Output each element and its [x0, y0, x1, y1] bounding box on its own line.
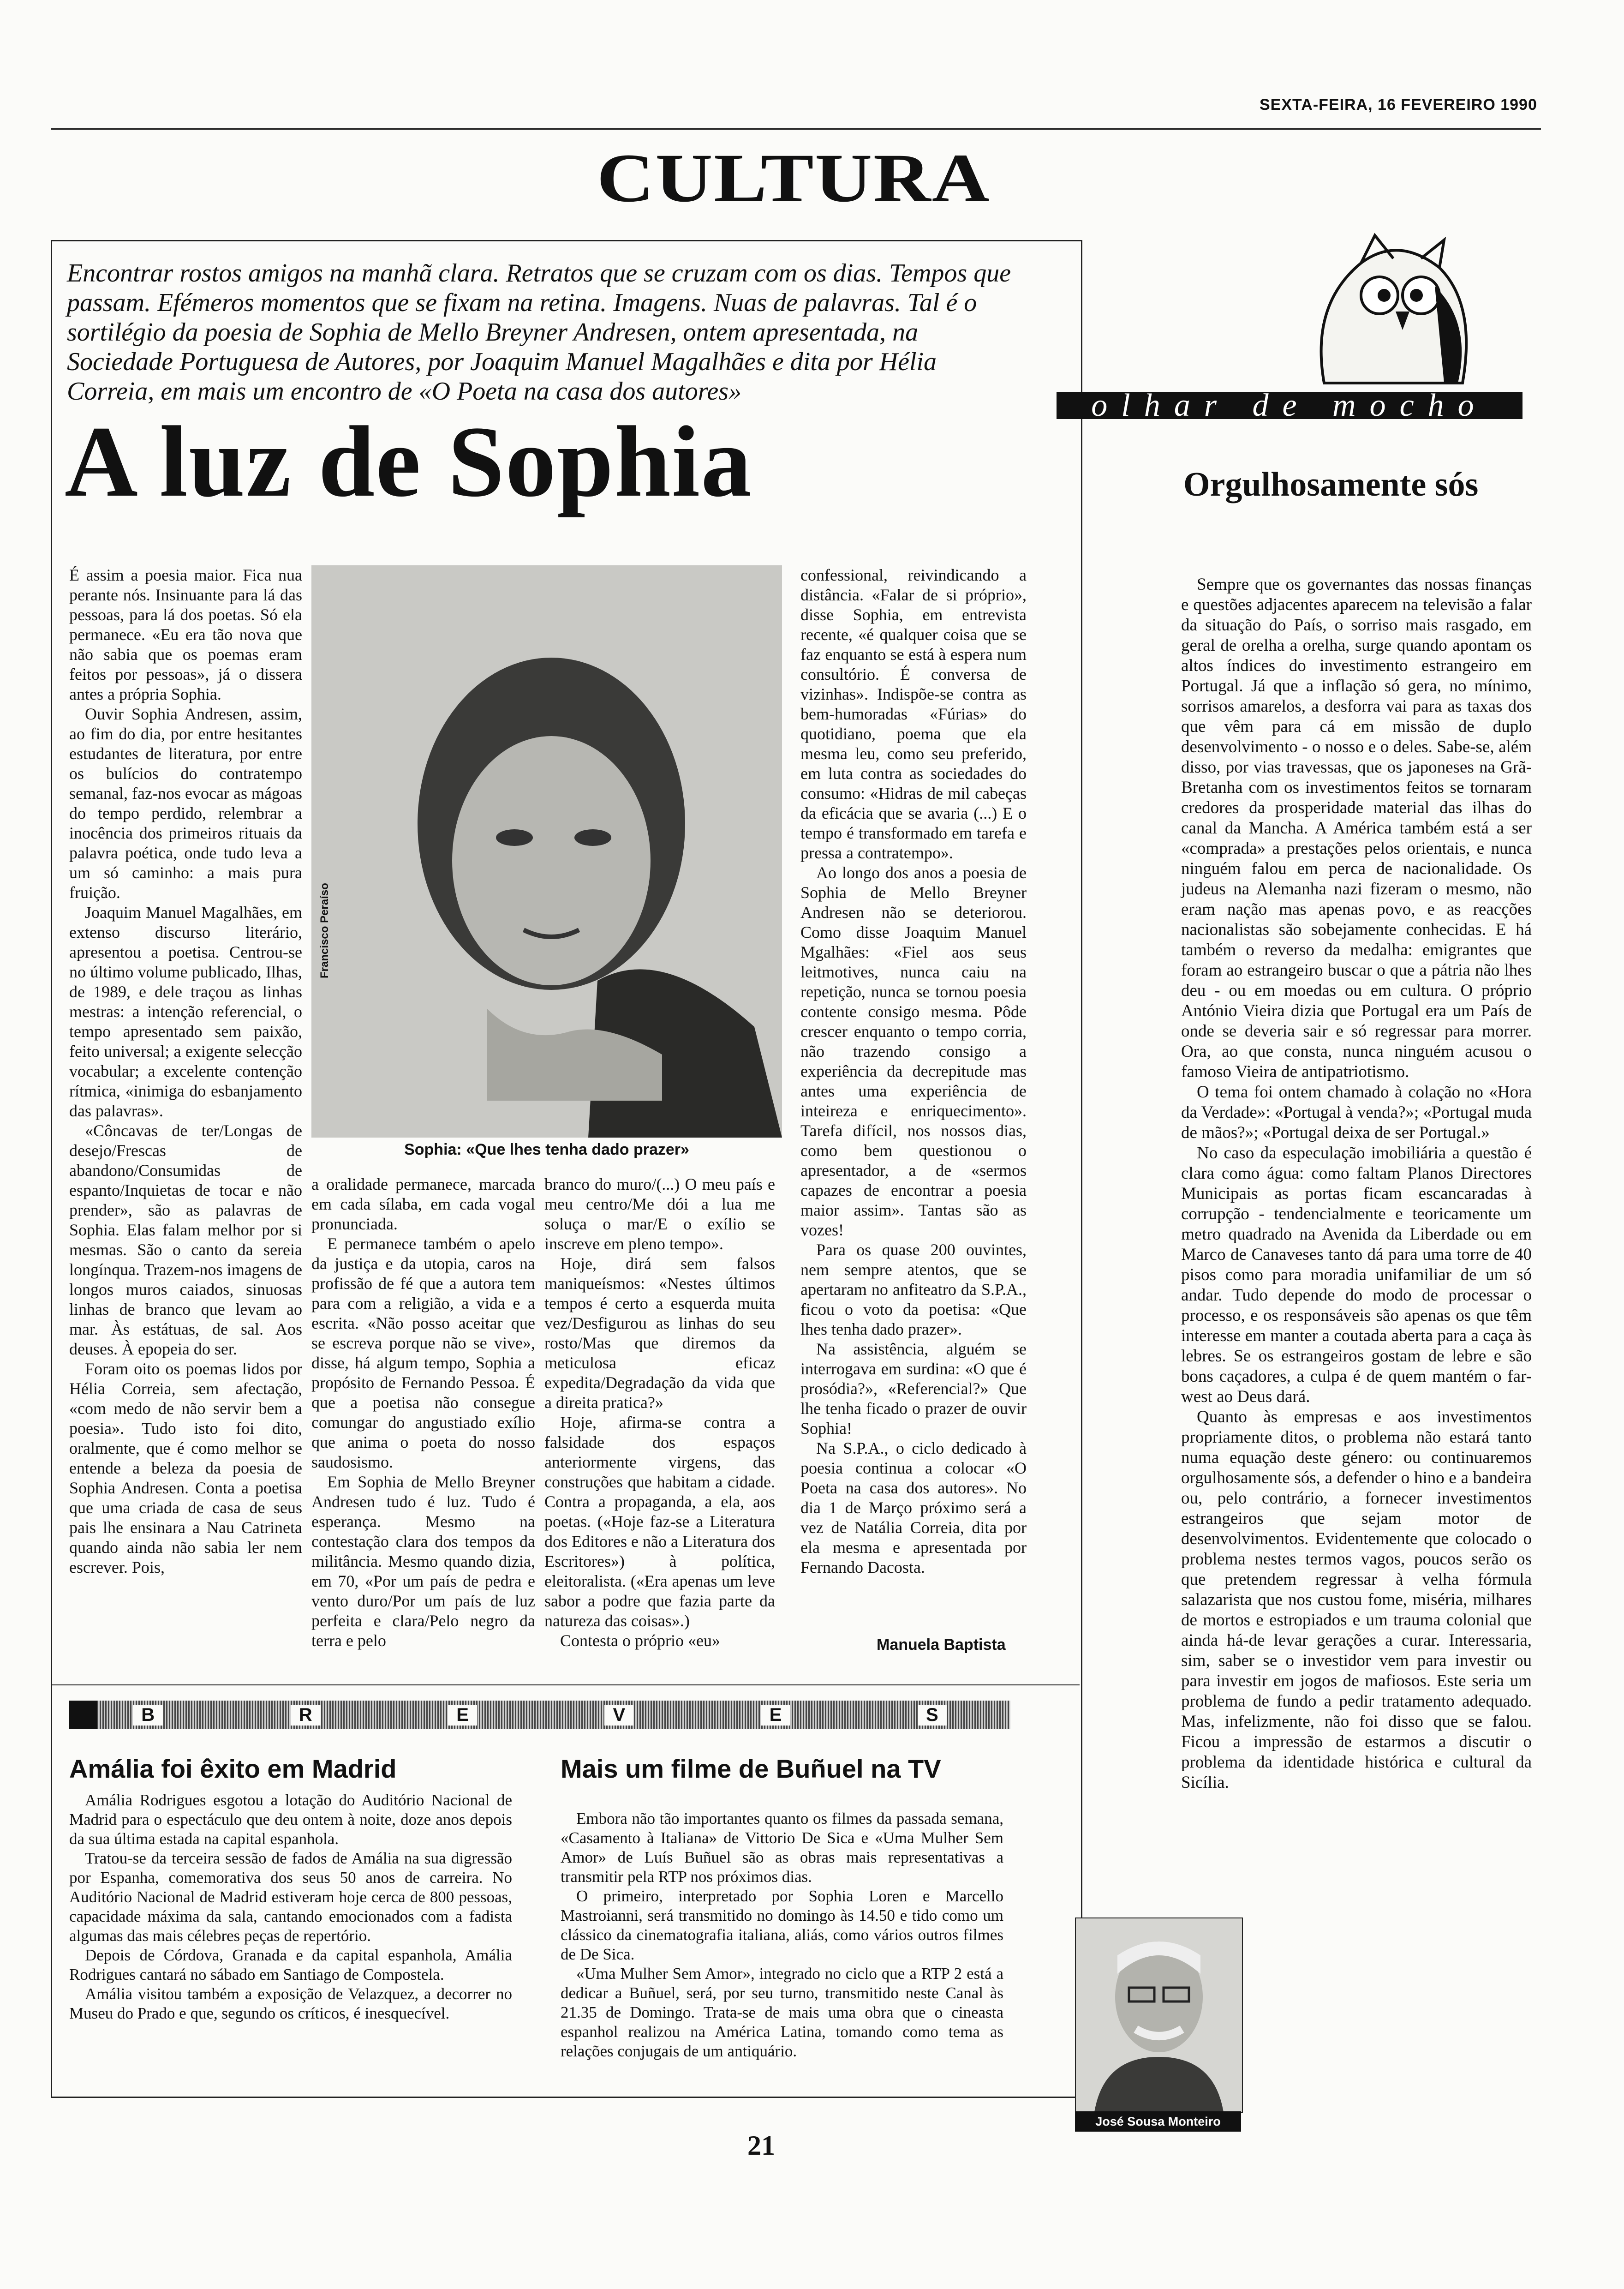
author-caption: José Sousa Monteiro	[1075, 2111, 1241, 2132]
paragraph: O primeiro, interpretado por Sophia Loren e Marcello Mastroianni, será transmitido no domingo às 14.50 e tido como um clássico da cinematografia italiana, aliás, como vários outros filmes de De Sica.	[561, 1887, 1003, 1963]
article-column-4	[800, 565, 1027, 1577]
article-lead: Encontrar rostos amigos na manhã clara. Retratos que se cruzam com os dias. Tempos que passam. Efémeros momentos que se fixam na retina. Imagens. Nuas de palavras. Tal é o sortilégio da poesia de Sophia de Mello Breyner Andresen, ontem apresentada, na Sociedade Portuguesa de Autores, por Joaquim Manuel Magalhães e dita por Hélia Correia, em mais um encontro de «O Poeta na casa dos autores»	[67, 259, 1011, 406]
issue-date: SEXTA-FEIRA, 16 FEVEREIRO 1990	[1260, 96, 1537, 114]
portrait-illustration	[311, 565, 782, 1138]
header-rule	[51, 128, 1541, 130]
paragraph: confessional, reivindicando a distância. «Falar de si próprio», disse Sophia, em entrevista recente, «é qualquer coisa que se faz enquanto se está à espera num consultório. É conversa de vizinhas». Indispõe-se contra as bem-humoradas «Fúrias» do quotidiano, poema que ela mesma leu, como seu preferido, em luta contra as sociedades do consumo: «Hidras de mil cabeças da eficácia que se avaria (...) E o tempo é transformado em tarefa e pressa a contratempo».	[800, 566, 1027, 862]
article-column-3	[544, 1174, 775, 1651]
paragraph: Em Sophia de Mello Breyner Andresen tudo é luz. Tudo é esperança. Mesmo na contestação clara dos tempos da militância. Mesmo quando dizia, em 70, «Por um país de pedra e vento duro/Por um país de luz perfeita e clara/Pelo negro da terra e pelo	[311, 1473, 535, 1650]
paragraph: «Côncavas de ter/Longas de desejo/Frescas de abandono/Consumidas de espanto/Inquietas de tocar e não prender», são as palavras de Sophia. Elas falam melhor por si mesmas. São o canto da sereia longínqua. Trazem-nos imagens de longos muros caiados, sinuosas linhas de branco que levam ao mar. Às estátuas, de sal. Aos deuses. À epopeia do ser.	[69, 1121, 302, 1358]
paragraph: «Uma Mulher Sem Amor», integrado no ciclo que a RTP 2 está a dedicar a Buñuel, será, por seu turno, transmitido neste Canal às 21.35 de Domingo. Trata-se de mais uma obra que o cineasta espanhol realizou na América Latina, tomando como tema as relações conjugais de um antiquário.	[561, 1965, 1003, 2060]
breves-letter: B	[133, 1705, 163, 1726]
paragraph: Depois de Córdova, Granada e da capital espanhola, Amália Rodrigues cantará no sábado em Santiago de Compostela.	[69, 1946, 512, 1983]
paragraph: Foram oito os poemas lidos por Hélia Correia, sem afectação, «com medo de não servir bem a poesia». Tudo isto foi dito, oralmente, que é como melhor se entende a beleza da poesia de Sophia Andresen. Conta a poetisa que uma criada de casa de seus pais lhe ensinara a Nau Catrineta quando ainda não sabia ler nem escrever. Pois,	[69, 1360, 302, 1576]
article-column-1	[69, 565, 302, 1577]
page-number: 21	[747, 2130, 775, 2161]
breve-body-bunuel	[561, 1809, 1003, 2061]
breves-letter: V	[604, 1705, 633, 1726]
paragraph: Na assistência, alguém se interrogava em surdina: «O que é prosódia?», «Referencial?» Que lhe tenha ficado o prazer de ouvir Sophia!	[800, 1340, 1027, 1438]
paragraph: branco do muro/(...) O meu país e meu centro/Me dói a lua me soluça o mar/E o exílio se inscreve em pleno tempo».	[544, 1175, 775, 1253]
paragraph: Sempre que os governantes das nossas finanças e questões adjacentes aparecem na televisão a falar da situação do País, o sorriso mais rasgado, em geral de orelha a orelha, surge quando apontam os altos índices do investimento estrangeiro em Portugal. Já que a inflação só gera, no mínimo, sorrisos amarelos, a desforra vai para as taxas dos que vêm para cá em missão de duplo desenvolvimento - o nosso e o deles. Sabe-se, além disso, por vias travessas, que os japoneses na Grã-Bretanha com os investimentos feitos se tornaram credores da prosperidade material das ilhas do canal da Mancha. A América também está a ser «comprada» a prestações pelos orientais, e nunca ninguém falou em perca de nacionalidade. Os judeus na Alemanha nazi fizeram o mesmo, não eram nação mas apenas povo, e as reacções nacionalistas são sobejamente conhecidas. E há também o reverso da medalha: emigrantes que foram ao estrangeiro buscar o que a pátria não lhes deu - ou em moedas ou em cultura. O próprio António Vieira dizia que Portugal era um País de onde se deveria sair e só regressar para morrer. Ora, ao que consta, nunca ninguém acusou o famoso Vieira de antipatriotismo.	[1181, 575, 1532, 1081]
paragraph: Para os quase 200 ouvintes, nem sempre atentos, que se apertaram no anfiteatro da S.P.A., ficou o voto da poetisa: «Que lhes tenha dado prazer».	[800, 1240, 1027, 1338]
article-column-2	[311, 1174, 535, 1651]
breves-divider	[51, 1684, 1080, 1685]
paragraph: Contesta o próprio «eu»	[560, 1631, 720, 1650]
paragraph: Amália visitou também a exposição de Velazquez, a decorrer no Museu do Prado e que, segundo os críticos, é inesquecível.	[69, 1985, 512, 2022]
paragraph: Embora não tão importantes quanto os filmes da passada semana, «Casamento à Italiana» de Vittorio De Sica e «Uma Mulher Sem Amor» de Luís Buñuel são as obras mais representativas a transmitir pela RTP nos próximos dias.	[561, 1810, 1003, 1886]
breves-letters	[69, 1701, 1010, 1729]
paragraph: Quanto às empresas e aos investimentos propriamente ditos, o problema não estará tanto numa equação deste género: ou continuaremos orgulhosamente sós, a defender o hino e a bandeira ou, pelo contrário, a fornecer investimentos estrangeiros que sejam motor de desenvolvimentos. Evidentemente que colocado o problema nestes termos vagos, poucos serão os que pretendem regressar à velha fórmula salazarista que nos custou fome, miséria, milhares de mortos e estropiados e um trauma colonial que ainda há-de levar gerações a curar. Interessaria, sim, saber se o investidor vem para investir ou para investir em jogos de mafiosos. Este seria um problema de fundo a pedir tratamento adequado. Mas, infelizmente, não foi disso que se falou. Ficou a impressão de estarmos a discutir o problema da identidade histórica e cultural da Sicília.	[1181, 1408, 1532, 1792]
photo-caption: Sophia: «Que lhes tenha dado prazer»	[404, 1141, 689, 1158]
article-headline: A luz de Sophia	[65, 405, 753, 518]
section-title: CULTURA	[597, 140, 991, 216]
paragraph: Hoje, afirma-se contra a falsidade dos espaços anteriormente virgens, das construções que habitam a cidade. Contra a propaganda, a ela, aos poetas. («Hoje faz-se a Literatura dos Editores e não a Literatura dos Escritores») à política, eleitoralista. («Era apenas um leve sabor a podre que fazia parte da natureza das coisas».)	[544, 1413, 775, 1630]
paragraph: É assim a poesia maior. Fica nua perante nós. Insinuante para lá das pessoas, para lá dos poetas. Só ela permanece. «Eu era tão nova que não sabia que os poemas eram feitos por pessoas», já o dissera antes a própria Sophia.	[69, 566, 302, 703]
paragraph: Na S.P.A., o ciclo dedicado à poesia continua a colocar «O Poeta na casa dos autores». No dia 1 de Março próximo será a vez de Natália Correia, dita por ela mesma e apresentada por Fernando Dacosta.	[800, 1439, 1027, 1576]
breve-title-bunuel: Mais um filme de Buñuel na TV	[561, 1754, 941, 1783]
photo-credit: Francisco Peraíso	[318, 883, 331, 978]
paragraph: Tratou-se da terceira sessão de fados de Amália na sua digressão por Espanha, comemorativa dos seus 50 anos de carreira. No Auditório Nacional de Madrid estiveram hoje cerca de 800 pessoas, capacidade máxima da sala, cantando emocionados com a fadista algumas das mais célebres peças de repertório.	[69, 1849, 512, 1945]
paragraph: Amália Rodrigues esgotou a lotação do Auditório Nacional de Madrid para o espectáculo que deu ontem à noite, doze anos depois da sua última estada na capital espanhola.	[69, 1791, 512, 1848]
breves-letter: R	[291, 1705, 321, 1726]
paragraph: Ao longo dos anos a poesia de Sophia de Mello Breyner Andresen não se deteriorou. Como disse Joaquim Manuel Mgalhães: «Fiel aos seus leitmotives, nunca caiu na repetição, nunca se tornou poesia contente consigo mesma. Pôde crescer enquanto o tempo corria, não trazendo consigo a experiência da decrepitude mas antes uma experiência de inteireza e enriquecimento». Tarefa difícil, nos nossos dias, como bem questionou o apresentador, a de «sermos capazes de encontrar a poesia maior assim». Tantas são as vozes!	[800, 863, 1027, 1239]
paragraph: O tema foi ontem chamado à colação no «Hora da Verdade»: «Portugal à venda?»; «Portugal muda de mãos?»; «Portugal deixa de ser Portugal.»	[1181, 1083, 1532, 1142]
paragraph: Hoje, dirá sem falsos maniqueísmos: «Nestes últimos tempos é certo a esquerda muita vez/Desfigurou as linhas do seu rosto/Mas que diremos da meticulosa eficaz expedita/Degradação da vida que a direita pratica?»	[544, 1254, 775, 1412]
opinion-title: Orgulhosamente sós	[1183, 466, 1479, 503]
breve-title-amalia: Amália foi êxito em Madrid	[69, 1754, 397, 1783]
column-kicker: olhar de mocho	[1057, 392, 1522, 419]
breves-letter: S	[918, 1705, 947, 1726]
article-byline: Manuela Baptista	[877, 1636, 1006, 1654]
breves-letter: E	[761, 1705, 790, 1726]
breves-marker	[69, 1701, 97, 1729]
opinion-body	[1181, 575, 1532, 1793]
breves-letter: E	[448, 1705, 477, 1726]
paragraph: Joaquim Manuel Magalhães, em extenso discurso literário, apresentou a poetisa. Centrou-se no último volume publicado, Ilhas, de 1989, e dele traçou as linhas mestras: a intenção referencial, o tempo apresentado sem paixão, feito universal; a exigente selecção vocabular; a excelente contenção rítmica, «inimiga do esbanjamento das palavras».	[69, 903, 302, 1120]
breve-body-amalia	[69, 1791, 512, 2023]
paragraph: E permanece também o apelo da justiça e da utopia, caros na profissão de fé que a autora tem para com a religião, a vida e a escrita. «Não posso aceitar que se escreva porque não se vive», disse, há algum tempo, Sophia a propósito de Fernando Pessoa. É que a poetisa não consegue comungar do angustiado exílio que anima o poeta do nosso saudosismo.	[311, 1234, 535, 1471]
author-photo	[1075, 1917, 1243, 2113]
paragraph: Ouvir Sophia Andresen, assim, ao fim do dia, por entre hesitantes estudantes de literatura, por entre os bulícios do contratempo semanal, faz-nos evocar as mágoas do tempo perdido, relembrar a inocência dos primeiros rituais da palavra poética, onde tudo leva a um só caminho: a mais pura fruição.	[69, 705, 302, 902]
paragraph: No caso da especulação imobiliária a questão é clara como água: como faltam Planos Directores Municipais as portas ficam escancaradas à corrupção - tendencialmente e teoricamente um metro quadrado na Avenida da Liberdade ou em Marco de Canaveses tanto dá para uma torre de 40 pisos como para moradia unifamiliar de um só andar. Tudo depende do modo de processar o processo, e os responsáveis são apenas os que têm interesse em manter a coutada aberta para a caça às lebres. Se os estrangeiros gostam de lebre e são bons caçadores, a culpa é de quem mantém o far-west ao Deus dará.	[1181, 1144, 1532, 1406]
sophia-photo	[311, 565, 782, 1138]
paragraph: a oralidade permanece, marcada em cada sílaba, em cada vogal pronunciada.	[311, 1175, 535, 1233]
owl-icon	[1306, 231, 1481, 392]
